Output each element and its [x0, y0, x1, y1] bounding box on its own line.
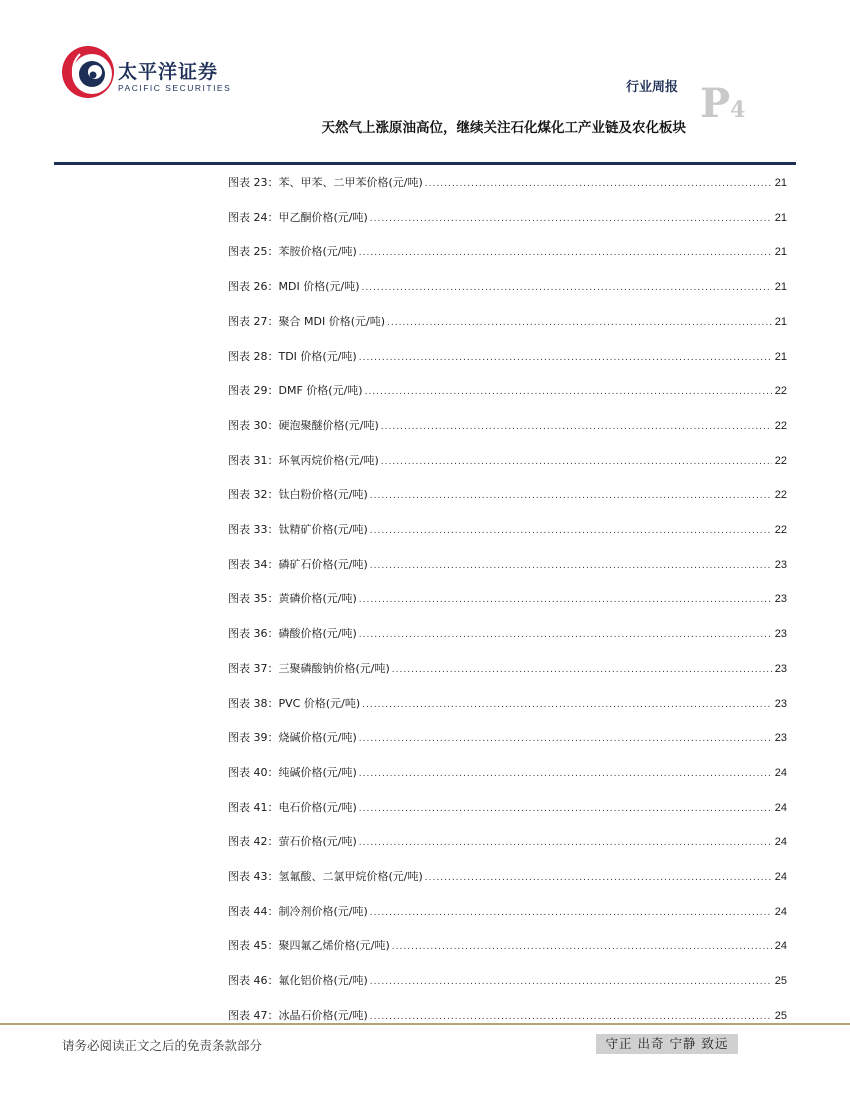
toc-entry[interactable]: [228, 971, 787, 991]
toc-entry-label: 图表 45：聚四氟乙烯价格(元/吨): [228, 939, 390, 953]
toc-entry-label: 图表 24：甲乙酮价格(元/吨): [228, 210, 368, 224]
toc-entry-label: 图表 35：黄磷价格(元/吨): [228, 592, 357, 606]
toc-leader-dots: [381, 417, 772, 437]
toc-entry[interactable]: [228, 347, 787, 367]
toc-entry-page: 23: [774, 732, 787, 745]
toc-entry-label: 图表 34：磷矿石价格(元/吨): [228, 557, 368, 571]
toc-entry-label: 图表 26：MDI 价格(元/吨): [228, 280, 360, 294]
toc-entry[interactable]: [228, 763, 787, 783]
toc-entry-label: 图表 42：萤石价格(元/吨): [228, 835, 357, 849]
toc-entry-page: 21: [774, 350, 787, 363]
toc-entry-page: 24: [774, 905, 787, 918]
toc-entry-page: 21: [774, 281, 787, 294]
toc-entry-label: 图表 39：烧碱价格(元/吨): [228, 731, 357, 745]
toc-entry-page: 23: [774, 697, 787, 710]
toc-entry[interactable]: [228, 485, 787, 505]
toc-leader-dots: [359, 799, 772, 819]
toc-entry[interactable]: [228, 381, 787, 401]
toc-entry-label: 图表 28：TDI 价格(元/吨): [228, 349, 357, 363]
toc-entry-label: 图表 32：钛白粉价格(元/吨): [228, 488, 368, 502]
company-name: [118, 62, 231, 93]
toc-entry-page: 21: [774, 315, 787, 328]
company-name-en: PACIFIC SECURITIES: [118, 83, 232, 93]
toc-entry[interactable]: [228, 694, 787, 714]
toc-entry[interactable]: [228, 936, 787, 956]
toc-entry[interactable]: [228, 208, 787, 228]
toc-entry[interactable]: [228, 173, 787, 193]
toc-entry-label: 图表 43：氢氟酸、二氯甲烷价格(元/吨): [228, 870, 423, 883]
toc-entry-page: 24: [774, 940, 787, 953]
toc-entry-page: 21: [774, 246, 787, 259]
toc-entry-label: 图表 33：钛精矿价格(元/吨): [228, 523, 368, 536]
toc-entry-page: 23: [774, 628, 787, 641]
company-name-cn: 太平洋证券: [118, 61, 219, 83]
toc-entry-page: 24: [774, 766, 787, 779]
toc-entry-page: 23: [774, 558, 787, 571]
toc-entry-label: 图表 30：硬泡聚醚价格(元/吨): [228, 418, 379, 432]
toc-entry-label: 图表 27：聚合 MDI 价格(元/吨): [228, 314, 385, 328]
toc-leader-dots: [392, 660, 772, 680]
toc-entry-page: 24: [774, 801, 787, 814]
toc-entry-page: 22: [774, 454, 787, 467]
toc-entry[interactable]: [228, 624, 787, 644]
toc-entry-label: 图表 38：PVC 价格(元/吨): [228, 696, 361, 710]
toc-leader-dots: [387, 313, 772, 333]
footer-disclaimer: 请务必阅读正文之后的免责条款部分: [62, 1038, 263, 1053]
toc-leader-dots: [370, 209, 772, 229]
toc-entry-label: 图表 29：DMF 价格(元/吨): [228, 384, 363, 398]
toc-leader-dots: [365, 382, 772, 402]
toc-entry-page: 21: [774, 211, 787, 224]
toc-leader-dots: [359, 729, 772, 749]
toc-leader-dots: [359, 590, 772, 610]
toc-entry-page: 22: [774, 385, 787, 398]
toc-leader-dots: [362, 695, 772, 715]
toc-leader-dots: [370, 903, 772, 923]
toc-entry-page: 24: [774, 836, 787, 849]
toc-leader-dots: [425, 174, 772, 194]
toc-leader-dots: [359, 348, 772, 368]
toc-entry[interactable]: [228, 728, 787, 748]
toc-entry-label: 图表 41：电石价格(元/吨): [228, 800, 357, 814]
toc-leader-dots: [370, 486, 772, 506]
toc-leader-dots: [361, 278, 771, 298]
toc-leader-dots: [370, 972, 772, 992]
toc-entry[interactable]: [228, 416, 787, 436]
toc-entry-label: 图表 31：环氧丙烷价格(元/吨): [228, 453, 379, 467]
report-title: 天然气上涨原油高位，继续关注石化煤化工产业链及农化板块: [321, 120, 686, 136]
toc-leader-dots: [392, 937, 772, 957]
toc-entry[interactable]: [228, 242, 787, 262]
toc-entry-page: 22: [774, 489, 787, 502]
toc-entry[interactable]: [228, 659, 787, 679]
footer-divider: [0, 1023, 850, 1025]
toc-entry-label: 图表 37：三聚磷酸钠价格(元/吨): [228, 661, 390, 675]
toc-entry-label: 图表 25：苯胺价格(元/吨): [228, 245, 357, 259]
page-number-digit: 4: [730, 97, 746, 123]
toc-leader-dots: [359, 833, 772, 853]
toc-entry-page: 22: [774, 419, 787, 432]
company-logo-icon: [60, 44, 116, 100]
report-type: 行业周报: [626, 80, 679, 95]
toc-leader-dots: [381, 452, 772, 472]
toc-leader-dots: [359, 243, 772, 263]
toc-entry[interactable]: [228, 451, 787, 471]
toc-entry[interactable]: [228, 589, 787, 609]
toc-entry[interactable]: [228, 312, 787, 332]
toc-entry-page: 25: [774, 1009, 787, 1022]
toc-leader-dots: [370, 521, 772, 541]
header-divider: [54, 162, 796, 165]
footer-motto: 守正 出奇 宁静 致远: [596, 1034, 738, 1054]
toc-entry-label: 图表 47：冰晶石价格(元/吨): [228, 1008, 368, 1022]
toc-entry-page: 22: [774, 524, 787, 536]
toc-entry[interactable]: [228, 277, 787, 297]
toc-entry-page: 23: [774, 593, 787, 606]
toc-entry-label: 图表 36：磷酸价格(元/吨): [228, 627, 357, 641]
toc-entry[interactable]: [228, 555, 787, 575]
toc-entry[interactable]: [228, 798, 787, 818]
toc-entry-label: 图表 46：氟化铝价格(元/吨): [228, 974, 368, 988]
toc-entry-label: 图表 40：纯碱价格(元/吨): [228, 765, 357, 779]
toc-entry-page: 21: [774, 177, 787, 189]
toc-entry-page: 25: [774, 975, 787, 988]
toc-entry-page: 23: [774, 662, 787, 675]
toc-leader-dots: [359, 625, 772, 645]
toc-leader-dots: [425, 868, 772, 888]
toc-entry[interactable]: [228, 902, 787, 922]
toc-entry-label: 图表 23：苯、甲苯、二甲苯价格(元/吨): [228, 176, 423, 189]
page-number: [700, 80, 746, 127]
toc-entry-label: 图表 44：制冷剂价格(元/吨): [228, 904, 368, 918]
toc-entry[interactable]: [228, 520, 787, 540]
toc-entry-page: 24: [774, 871, 787, 883]
toc-leader-dots: [370, 556, 772, 576]
toc-entry[interactable]: [228, 867, 787, 887]
toc-leader-dots: [359, 764, 772, 784]
toc-entry[interactable]: [228, 832, 787, 852]
page-number-letter: P: [700, 80, 731, 127]
